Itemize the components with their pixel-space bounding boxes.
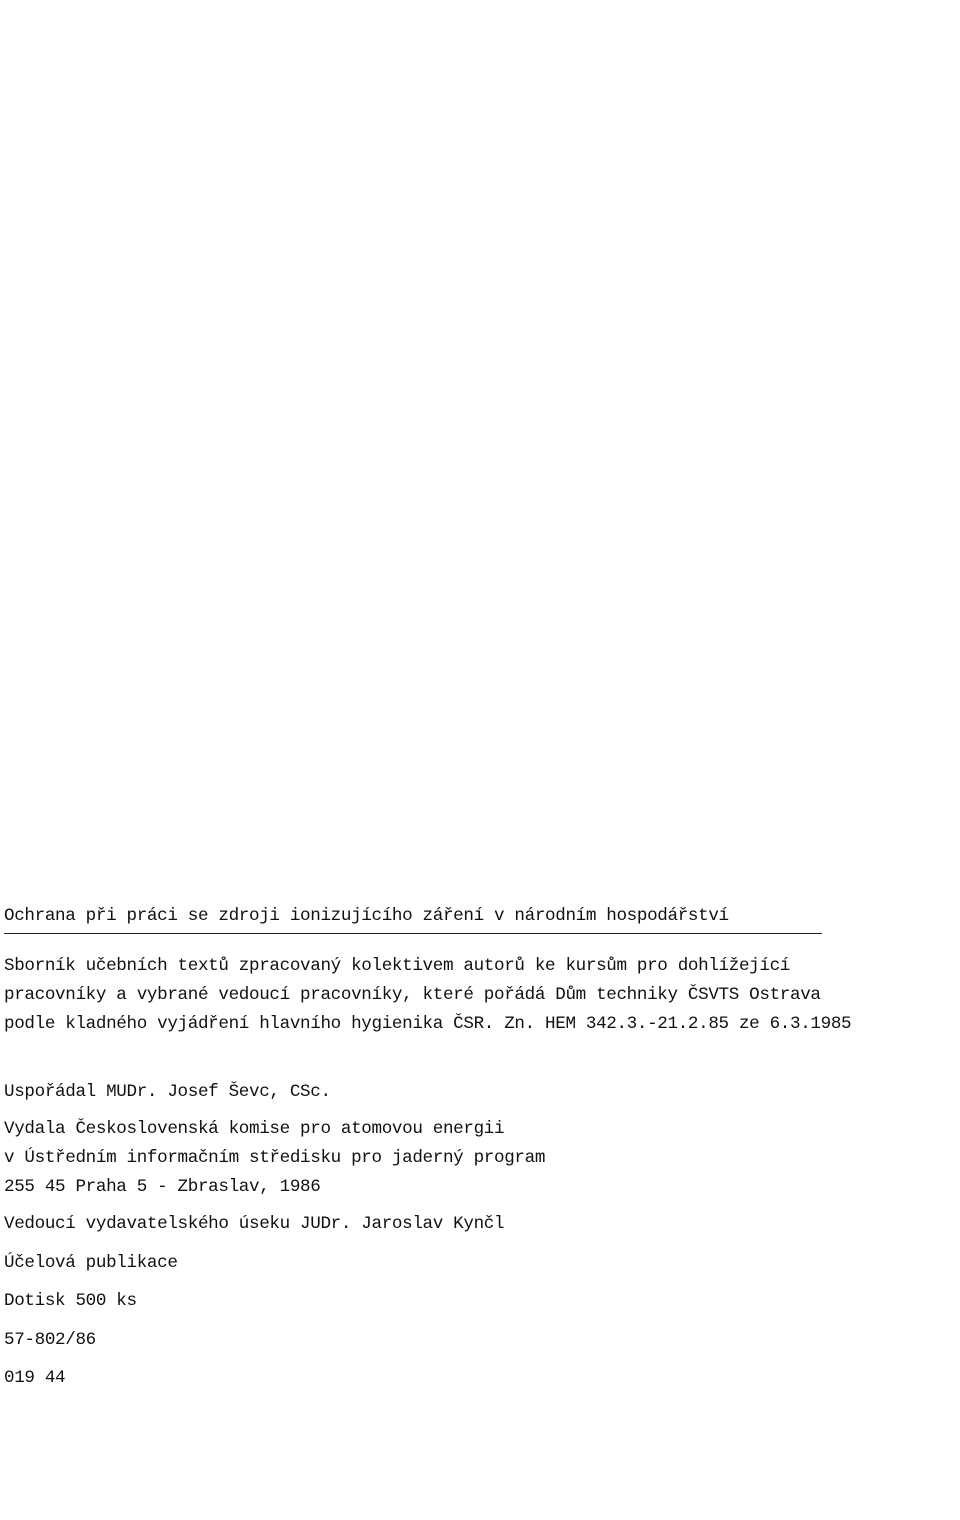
organizer-credit: Uspořádal MUDr. Josef Ševc, CSc. <box>4 1082 331 1102</box>
publisher-line-3: 255 45 Praha 5 - Zbraslav, 1986 <box>4 1177 321 1197</box>
price-code: 019 44 <box>4 1368 66 1388</box>
catalog-code: 57-802/86 <box>4 1330 96 1350</box>
publisher-line-2: v Ústředním informačním středisku pro jaderný program <box>4 1148 546 1168</box>
title-underline <box>4 933 822 934</box>
publishing-head: Vedoucí vydavatelského úseku JUDr. Jaroslav Kynčl <box>4 1214 505 1234</box>
description-line-2: pracovníky a vybrané vedoucí pracovníky, které pořádá Dům techniky ČSVTS Ostrava <box>4 985 821 1005</box>
description-line-1: Sborník učebních textů zpracovaný kolektivem autorů ke kursům pro dohlížející <box>4 956 791 976</box>
print-run: Dotisk 500 ks <box>4 1291 137 1311</box>
document-title: Ochrana při práci se zdroji ionizujícího záření v národním hospodářství <box>4 906 729 926</box>
publication-purpose: Účelová publikace <box>4 1253 178 1273</box>
description-line-3: podle kladného vyjádření hlavního hygienika ČSR. Zn. HEM 342.3.-21.2.85 ze 6.3.1985 <box>4 1014 852 1034</box>
publisher-line-1: Vydala Československá komise pro atomovou energii <box>4 1119 505 1139</box>
